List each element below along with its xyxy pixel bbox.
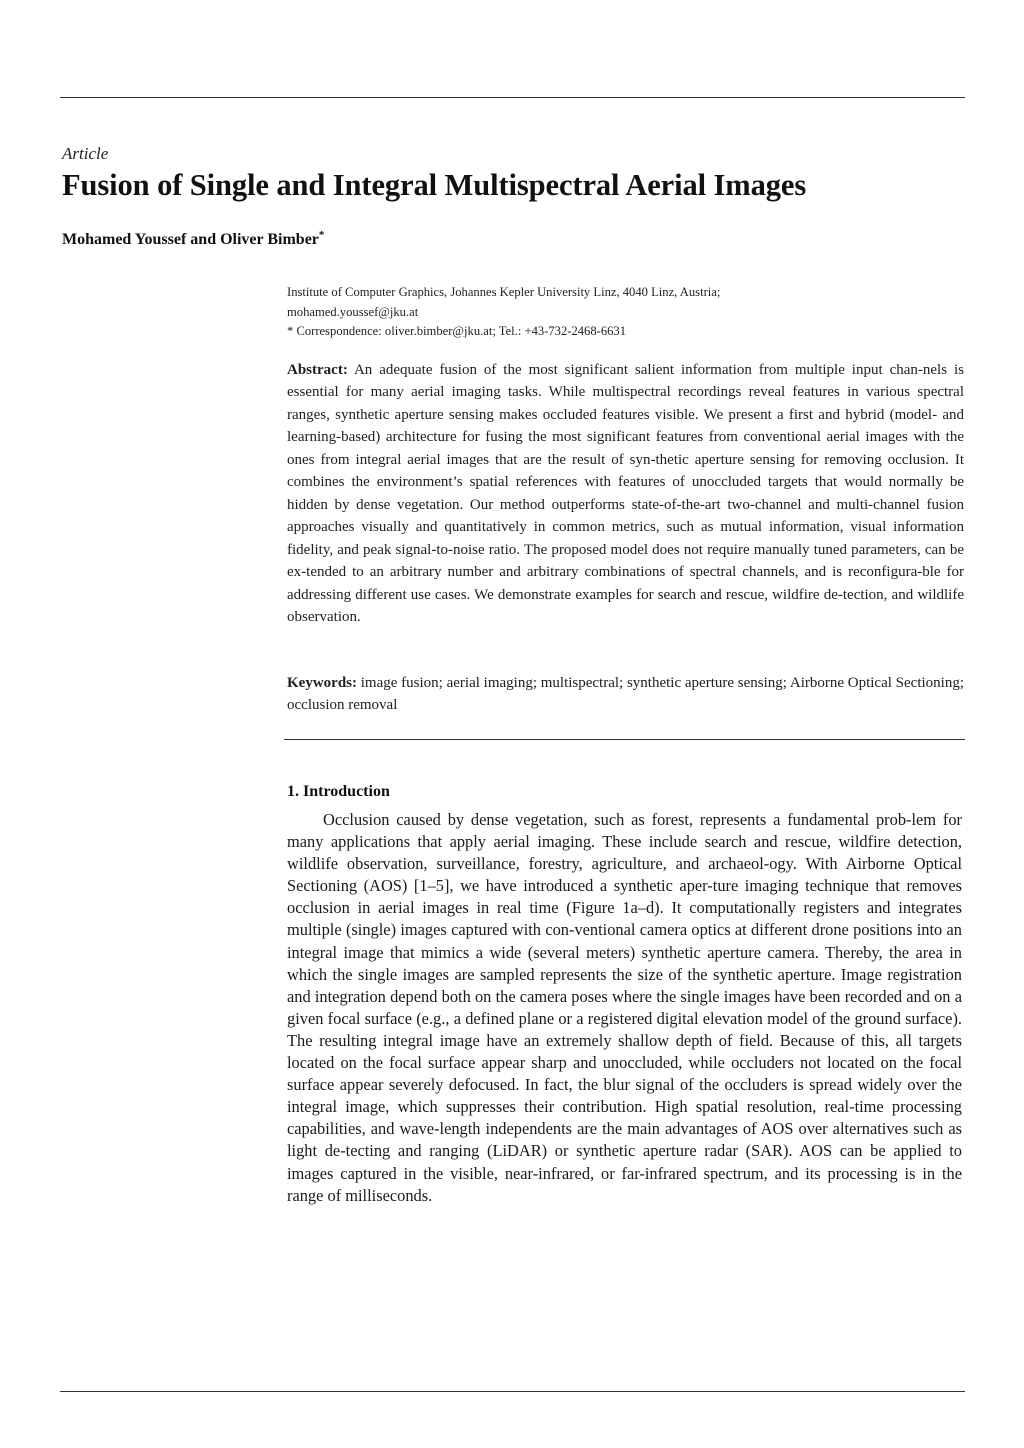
keywords-label: Keywords:: [287, 675, 357, 691]
introduction-paragraph: Occlusion caused by dense vegetation, such as forest, represents a fundamental prob-lem for many applications that apply aerial imaging. These include search and rescue, wildfire detection, wildlife observation, surveillance, forestry, agriculture, and archaeol-ogy. With Airborne Optical Sectioning (AOS) [1–5], we have introduced a synthetic aper-ture imaging technique that removes occlusion in aerial images in real time (Figure 1a–d). It computationally registers and integrates multiple (single) images captured with con-ventional camera optics at different drone positions into an integral image that mimics a wide (several meters) synthetic aperture camera. Thereby, the area in which the single images are sampled represents the size of the synthetic aperture. Image registration and integration depend both on the camera poses where the single images have been recorded and on a given focal surface (e.g., a defined plane or a registered digital elevation model of the ground surface). The resulting integral image have an extremely shallow depth of field. Because of this, all targets located on the focal surface appear sharp and unoccluded, while occluders not located on the focal surface appear severely defocused. In fact, the blur signal of the occluders is spread widely over the integral image, which suppresses their contribution. High spatial resolution, real-time processing capabilities, and wave-length independents are the main advantages of AOS over alternatives such as light de-tecting and ranging (LiDAR) or synthetic aperture radar (SAR). AOS can be applied to images captured in the visible, near-infrared, or far-infrared spectrum, and its processing is in the range of milliseconds.: [287, 810, 962, 1205]
abstract-label: Abstract:: [287, 362, 348, 378]
keywords: [287, 672, 964, 717]
author-names: Mohamed Youssef and Oliver Bimber: [62, 231, 319, 248]
affiliation-institute: Institute of Computer Graphics, Johannes Kepler University Linz, 4040 Linz, Austria;: [287, 285, 721, 299]
abstract-rule: [284, 739, 965, 740]
header-rule: [60, 97, 965, 98]
footer-rule: [60, 1391, 965, 1392]
paper-title: Fusion of Single and Integral Multispectral Aerial Images: [62, 168, 807, 202]
abstract: [287, 359, 964, 628]
corresponding-author-mark: *: [318, 229, 325, 241]
keywords-text: image fusion; aerial imaging; multispectral; synthetic aperture sensing; Airborne Optical Sectioning; occlusion removal: [287, 675, 965, 714]
article-type: Article: [62, 144, 109, 163]
section-heading-introduction: 1. Introduction: [287, 783, 390, 800]
abstract-text: An adequate fusion of the most significant salient information from multiple input chan-nels is essential for many aerial imaging tasks. While multispectral recordings reveal features in various spectral ranges, synthetic aperture sensing makes occluded features visible. We present a first and hybrid (model- and learning-based) architecture for fusing the most significant features from conventional aerial images with the ones from integral aerial images that are the result of syn-thetic aperture sensing for removing occlusion. It combines the environment’s spatial references with features of unoccluded targets that would normally be hidden by dense vegetation. Our method outperforms state-of-the-art two-channel and multi-channel fusion approaches visually and quantitatively in common metrics, such as mutual information, visual information fidelity, and peak signal-to-noise ratio. The proposed model does not require manually tuned parameters, can be ex-tended to an arbitrary number and arbitrary combinations of spectral channels, and is reconfigura-ble for addressing different use cases. We demonstrate examples for search and rescue, wildfire de-tection, and wildlife observation.: [287, 362, 964, 625]
correspondence-line: * Correspondence: oliver.bimber@jku.at; Tel.: +43-732-2468-6631: [287, 324, 627, 338]
affiliation-email: mohamed.youssef@jku.at: [287, 304, 419, 319]
author-list: [62, 231, 324, 249]
affiliation-block: [287, 283, 967, 342]
